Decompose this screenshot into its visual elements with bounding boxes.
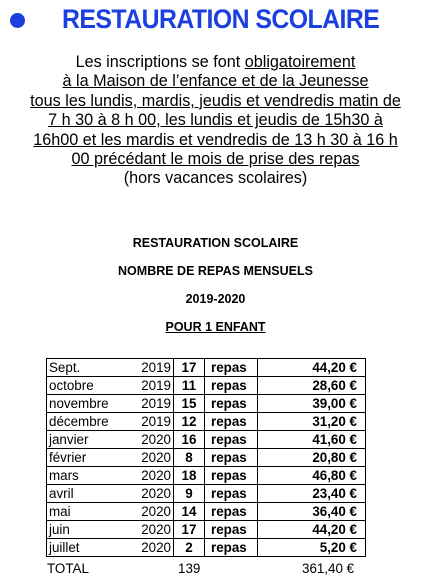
table-row (47, 503, 366, 521)
amount-cell: 31,20 € (258, 413, 366, 431)
month-cell: juillet (47, 539, 130, 557)
year-cell: 2019 (129, 359, 174, 377)
amount-cell: 28,60 € (258, 377, 366, 395)
unit-cell: repas (205, 413, 258, 431)
month-cell: février (47, 449, 130, 467)
count-cell: 9 (174, 485, 205, 503)
unit-cell: repas (205, 449, 258, 467)
count-cell: 11 (174, 377, 205, 395)
year-cell: 2020 (129, 467, 174, 485)
total-row (0, 561, 431, 579)
year-cell: 2019 (129, 377, 174, 395)
info-line-1 (0, 53, 431, 72)
info-line-1-text: Les inscriptions se font (75, 53, 245, 71)
table-subtitle: NOMBRE DE REPAS MENSUELS (118, 264, 313, 278)
month-cell: janvier (47, 431, 130, 449)
info-line-6: 00 précédant le mois de prise des repas (71, 150, 360, 169)
count-cell: 17 (174, 521, 205, 539)
month-cell: mai (47, 503, 130, 521)
year-cell: 2020 (129, 485, 174, 503)
unit-cell: repas (205, 539, 258, 557)
month-cell: mars (47, 467, 130, 485)
table-per-child: POUR 1 ENFANT (165, 320, 266, 334)
year-cell: 2020 (129, 503, 174, 521)
table-row (47, 377, 366, 395)
amount-cell: 20,80 € (258, 449, 366, 467)
info-line-1-emphasis: obligatoirement (244, 53, 356, 71)
info-line-2: à la Maison de l’enfance et de la Jeunesse (62, 72, 369, 91)
count-cell: 15 (174, 395, 205, 413)
month-cell: juin (47, 521, 130, 539)
amount-cell: 5,20 € (258, 539, 366, 557)
amount-cell: 44,20 € (258, 521, 366, 539)
info-line-7: (hors vacances scolaires) (123, 169, 308, 188)
info-line-5: 16h00 et les mardis et vendredis de 13 h 30 à 16 h (33, 130, 398, 149)
info-paragraph (0, 53, 431, 189)
year-cell: 2020 (129, 521, 174, 539)
amount-cell: 46,80 € (258, 467, 366, 485)
amount-cell: 36,40 € (258, 503, 366, 521)
month-cell: novembre (47, 395, 130, 413)
total-count: 139 (178, 561, 201, 576)
table-row (47, 413, 366, 431)
month-cell: octobre (47, 377, 130, 395)
amount-cell: 41,60 € (258, 431, 366, 449)
count-cell: 17 (174, 359, 205, 377)
count-cell: 8 (174, 449, 205, 467)
unit-cell: repas (205, 485, 258, 503)
table-row (47, 485, 366, 503)
info-line-3: tous les lundis, mardis, jeudis et vendredis matin de (30, 91, 401, 110)
unit-cell: repas (205, 377, 258, 395)
amount-cell: 23,40 € (258, 485, 366, 503)
page-title: RESTAURATION SCOLAIRE (62, 4, 380, 34)
count-cell: 16 (174, 431, 205, 449)
table-row (47, 395, 366, 413)
month-cell: Sept. (47, 359, 130, 377)
unit-cell: repas (205, 467, 258, 485)
table-row (47, 467, 366, 485)
month-cell: décembre (47, 413, 130, 431)
count-cell: 2 (174, 539, 205, 557)
table-row (47, 449, 366, 467)
meals-table (46, 358, 366, 557)
amount-cell: 39,00 € (258, 395, 366, 413)
total-label: TOTAL (47, 561, 89, 576)
bullet-icon (10, 13, 25, 28)
year-cell: 2020 (129, 431, 174, 449)
table-row (47, 539, 366, 557)
table-row (47, 521, 366, 539)
amount-cell: 44,20 € (258, 359, 366, 377)
unit-cell: repas (205, 359, 258, 377)
unit-cell: repas (205, 521, 258, 539)
month-cell: avril (47, 485, 130, 503)
unit-cell: repas (205, 431, 258, 449)
table-title: RESTAURATION SCOLAIRE (132, 236, 299, 250)
header (0, 4, 431, 38)
unit-cell: repas (205, 395, 258, 413)
unit-cell: repas (205, 503, 258, 521)
count-cell: 18 (174, 467, 205, 485)
meals-table-body (47, 359, 366, 557)
year-cell: 2019 (129, 395, 174, 413)
year-cell: 2020 (129, 449, 174, 467)
table-period: 2019-2020 (185, 292, 246, 306)
total-amount: 361,40 € (302, 561, 355, 576)
table-row (47, 359, 366, 377)
year-cell: 2019 (129, 413, 174, 431)
info-line-4: 7 h 30 à 8 h 00, les lundis et jeudis de 15h30 à (48, 111, 383, 130)
year-cell: 2020 (129, 539, 174, 557)
count-cell: 12 (174, 413, 205, 431)
table-row (47, 431, 366, 449)
count-cell: 14 (174, 503, 205, 521)
